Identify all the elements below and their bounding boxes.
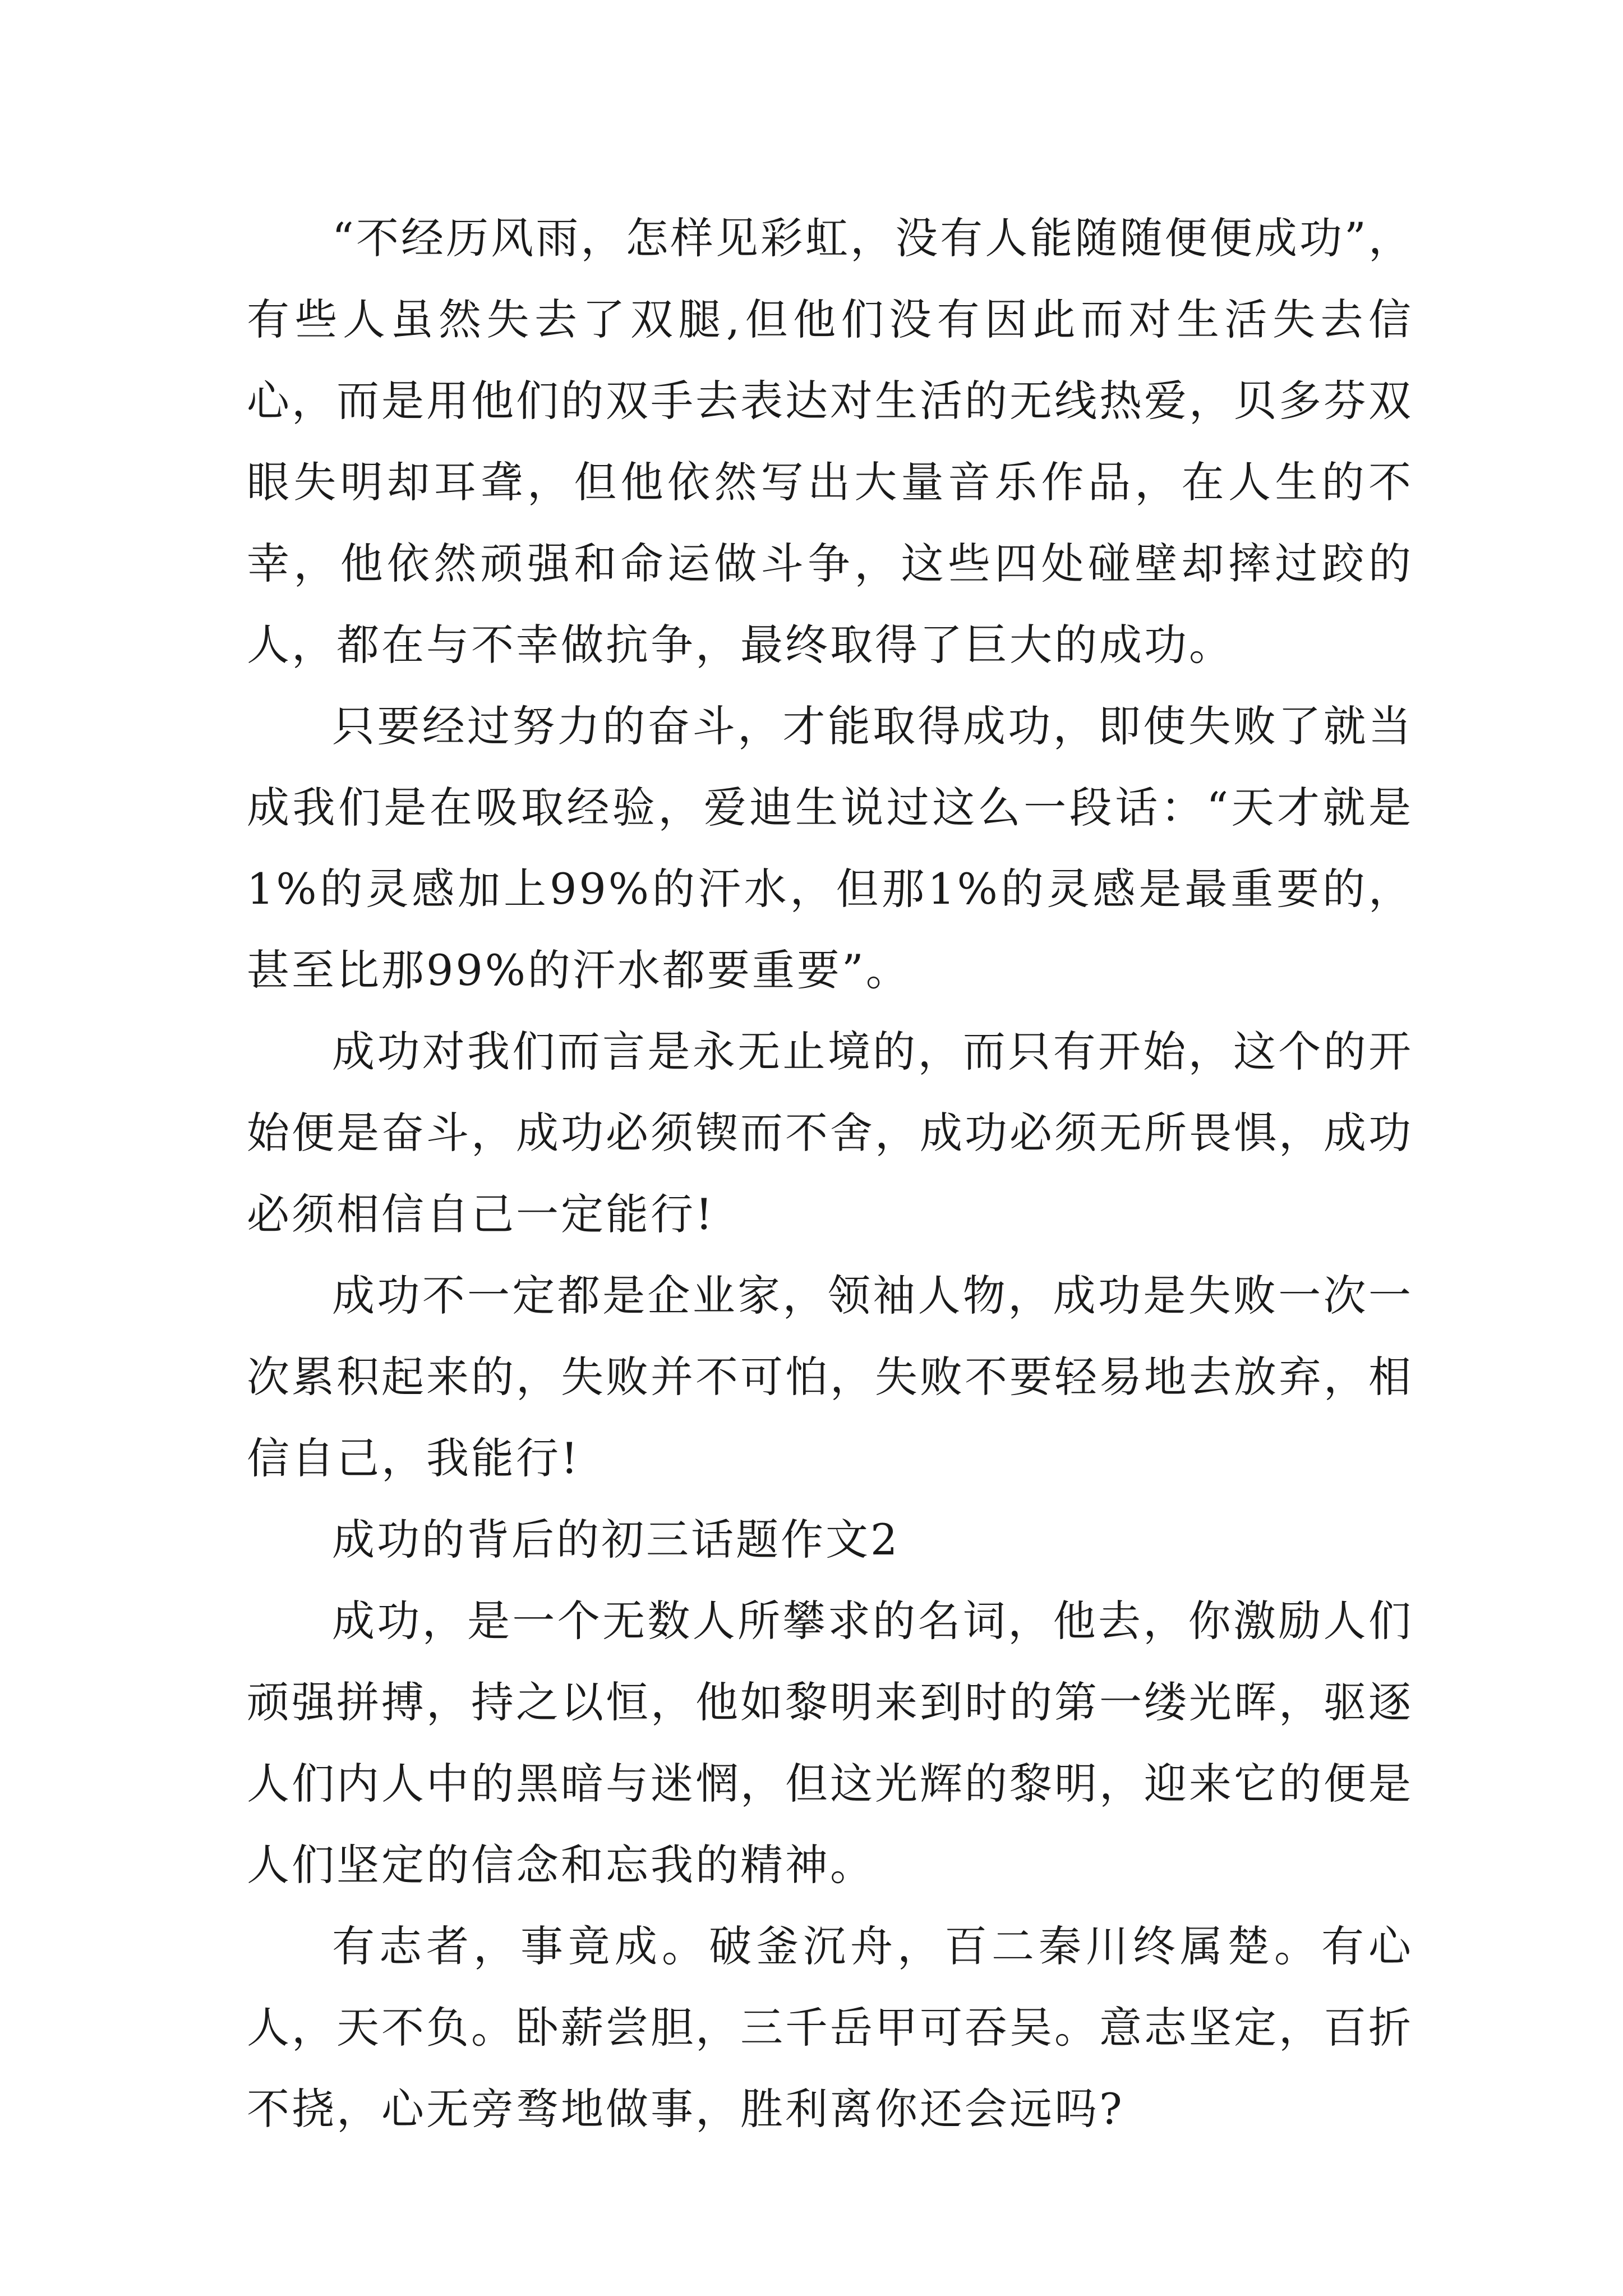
paragraph-perseverance-examples: “不经历风雨，怎样见彩虹，没有人能随随便便成功”，有些人虽然失去了双腿,但他们没有因此而对生活失去信心，而是用他们的双手去表达对生活的无线热爱，贝多芬双眼失明却耳聋，但他依然写出大量音乐作品，在人生的不幸，他依然顽强和命运做斗争，这些四处碰壁却摔过跤的人，都在与不幸做抗争，最终取得了巨大的成功。 xyxy=(247,213,1413,670)
essay-section-title: 成功的背后的初三话题作文2 xyxy=(332,1515,900,1565)
document-body xyxy=(247,197,1413,2150)
paragraph-accumulated-failure: 成功不一定都是企业家，领袖人物，成功是失败一次一次累积起来的，失败并不可怕，失败不要轻易地去放弃，相信自己，我能行! xyxy=(247,1271,1413,1483)
paragraph-determination: 有志者，事竟成。破釜沉舟，百二秦川终属楚。有心人，天不负。卧薪尝胆，三千岳甲可吞吴。意志坚定，百折不挠，心无旁骛地做事，胜利离你还会远吗? xyxy=(247,1921,1413,2134)
paragraph-endless-success: 成功对我们而言是永无止境的，而只有开始，这个的开始便是奋斗，成功必须锲而不舍，成功必须无所畏惧，成功必须相信自己一定能行! xyxy=(247,1027,1413,1239)
paragraph-edison-quote: 只要经过努力的奋斗，才能取得成功，即使失败了就当成我们是在吸取经验，爱迪生说过这么一段话：“天才就是1%的灵感加上99%的汗水，但那1%的灵感是最重要的，甚至比那99%的汗水都要重要”。 xyxy=(247,701,1413,995)
paragraph-success-definition: 成功，是一个无数人所攀求的名词，他去，你激励人们顽强拼搏，持之以恒，他如黎明来到时的第一缕光晖，驱逐人们内人中的黑暗与迷惘，但这光辉的黎明，迎来它的便是人们坚定的信念和忘我的精神。 xyxy=(247,1596,1413,1890)
